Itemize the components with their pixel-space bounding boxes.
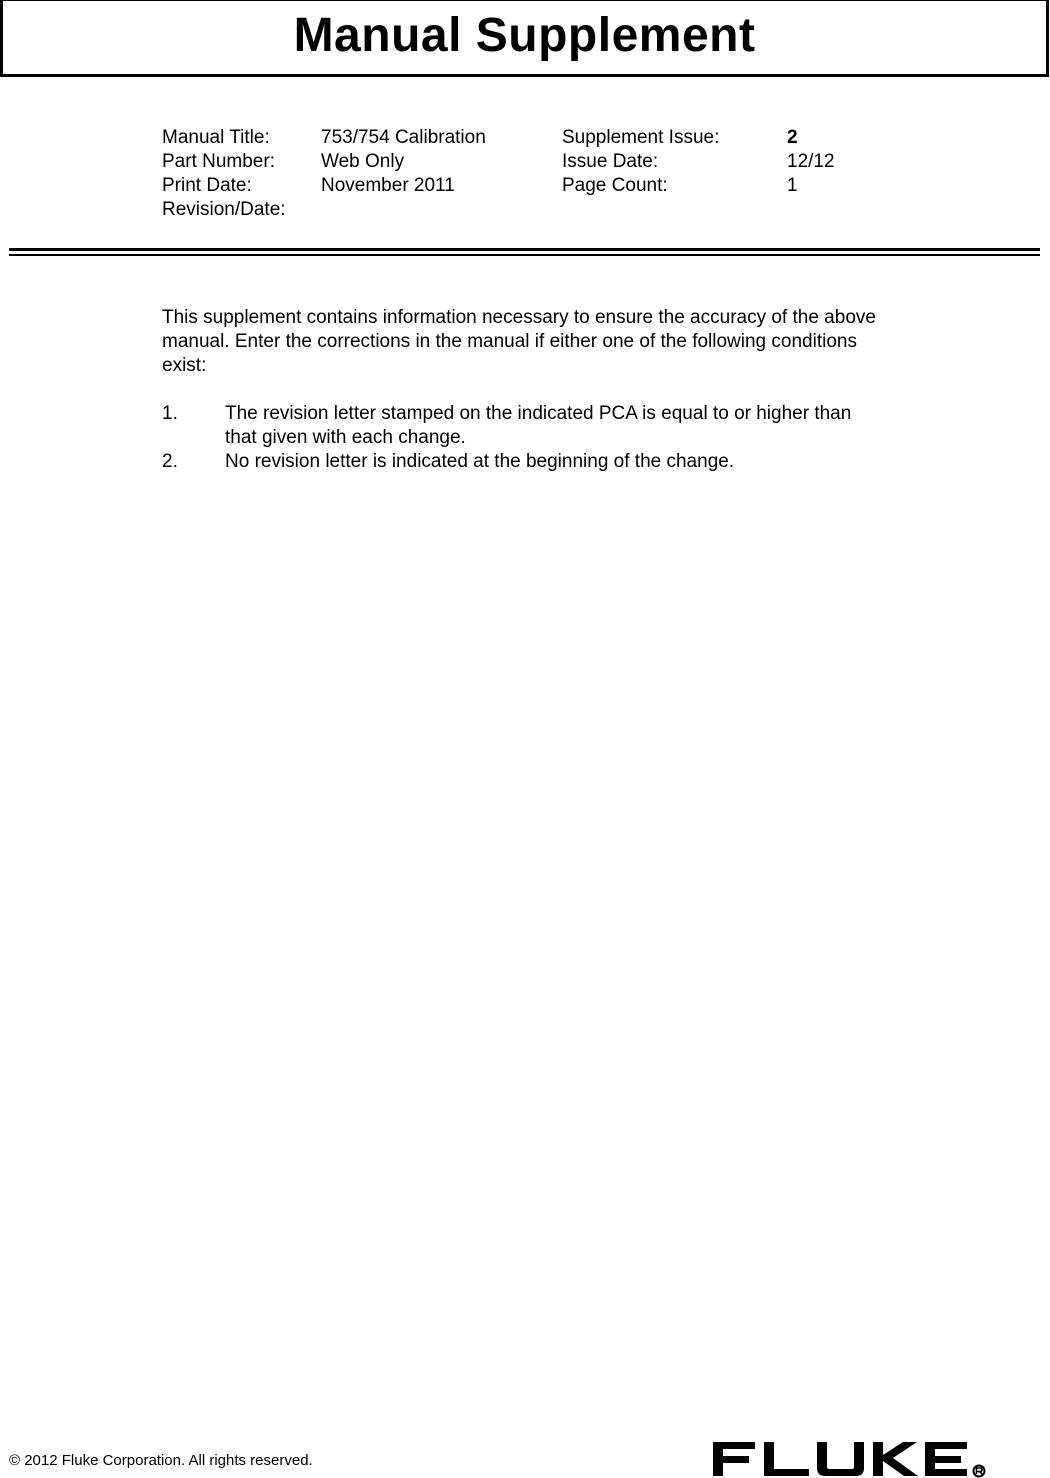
list-number: 1. [162, 403, 178, 424]
meta-value: 753/754 Calibration [321, 127, 486, 148]
meta-value: 12/12 [787, 151, 835, 172]
meta-label: Part Number: [162, 151, 275, 172]
meta-label: Supplement Issue: [562, 127, 720, 148]
list-item [162, 402, 882, 450]
meta-value: 1 [787, 175, 798, 196]
list-item [162, 450, 882, 474]
page-title: Manual Supplement [293, 8, 756, 62]
meta-value: November 2011 [321, 175, 455, 196]
meta-value: 2 [787, 127, 798, 148]
list-text: The revision letter stamped on the indicated PCA is equal to or higher than that given with each change. [225, 403, 852, 448]
divider-thick [9, 248, 1040, 251]
meta-label: Manual Title: [162, 127, 270, 148]
condition-list [162, 402, 882, 474]
meta-label: Page Count: [562, 175, 668, 196]
title-box [0, 0, 1049, 77]
intro-paragraph: This supplement contains information necessary to ensure the accuracy of the above manual. Enter the corrections in the manual if either one of the following conditions exist: [162, 307, 876, 376]
divider-thin [9, 254, 1040, 256]
meta-value: Web Only [321, 151, 405, 172]
meta-label: Issue Date: [562, 151, 659, 172]
copyright-footer: © 2012 Fluke Corporation. All rights reserved. [9, 1452, 313, 1469]
list-number: 2. [162, 451, 178, 472]
list-text: No revision letter is indicated at the beginning of the change. [225, 451, 735, 472]
meta-label: Revision/Date: [162, 199, 286, 220]
meta-label: Print Date: [162, 175, 252, 196]
registered-mark-icon [974, 1466, 985, 1477]
body-content [162, 306, 882, 474]
fluke-logo [711, 1440, 987, 1478]
